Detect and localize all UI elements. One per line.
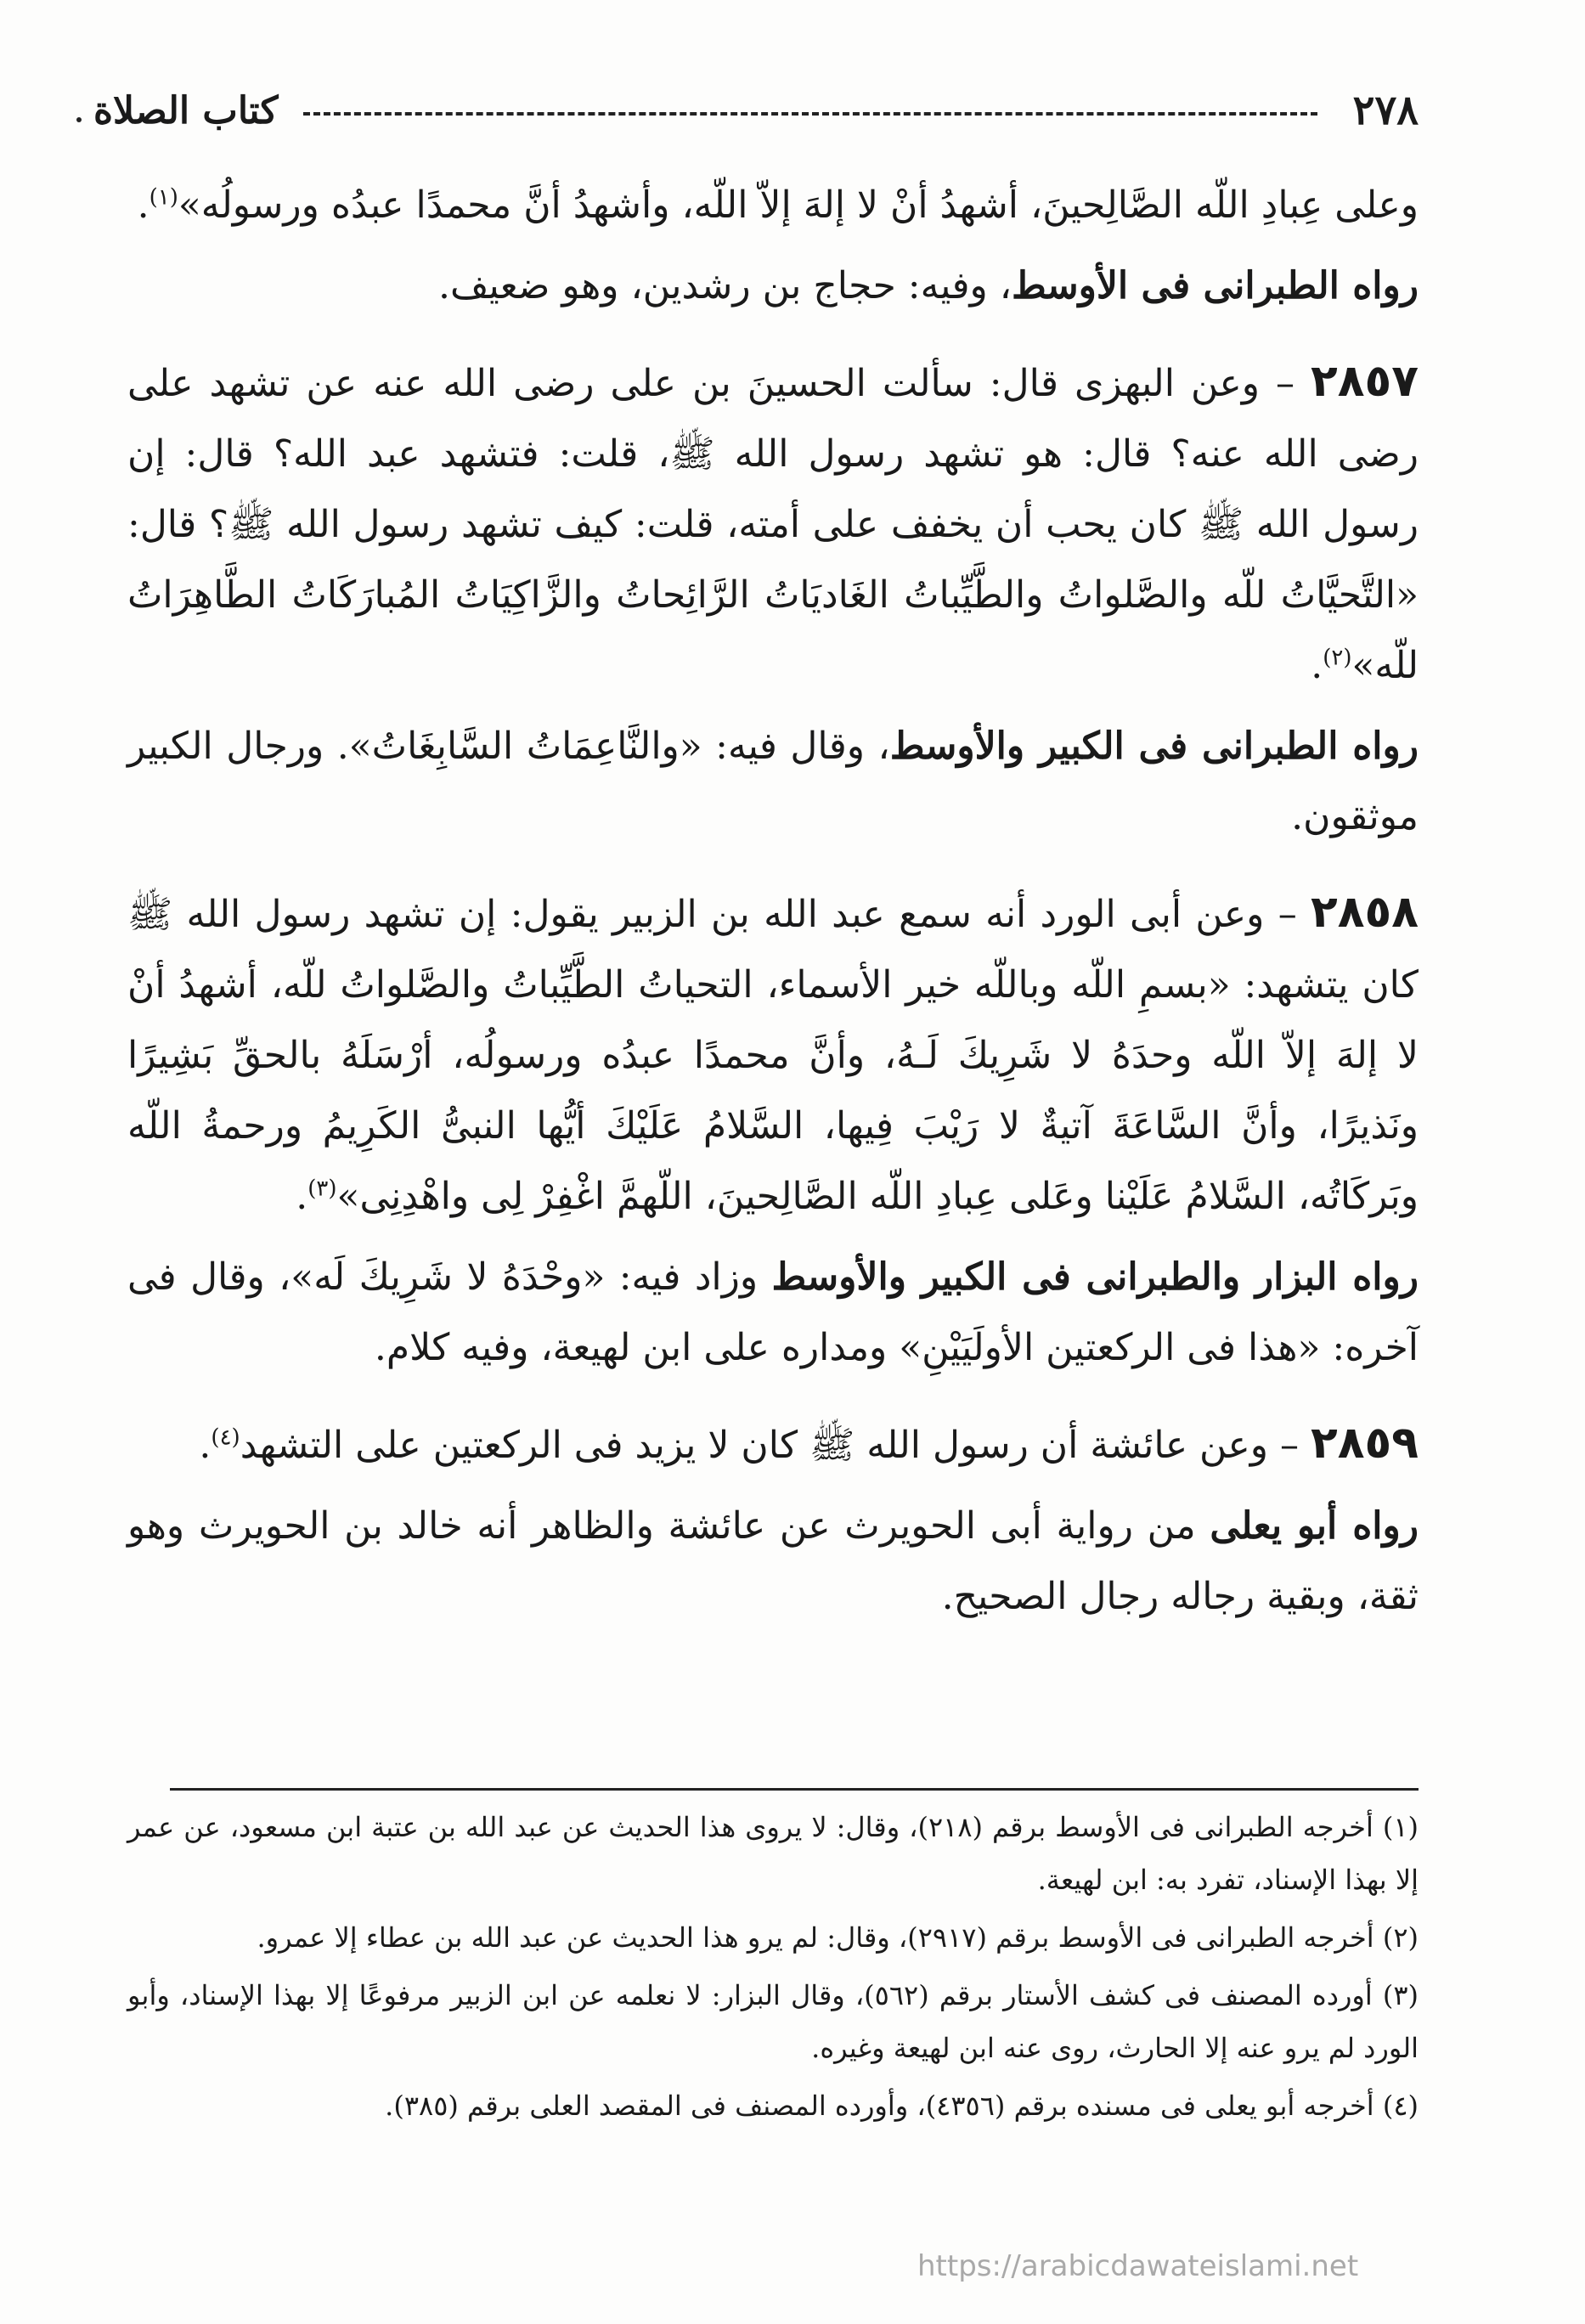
source-attribution: رواه الطبرانى فى الأوسط	[1011, 264, 1419, 307]
footnote: (١) أخرجه الطبرانى فى الأوسط برقم (٢١٨)، وقال: لا يروى هذا الحديث عن عبد الله بن عتبة ابن مسعود، عن عمر إلا بهذا الإسناد، تفرد به: ابن لهيعة.	[127, 1811, 1419, 1896]
source-attribution: رواه البزار والطبرانى فى الكبير والأوسط	[771, 1255, 1419, 1299]
paragraph	[127, 251, 1419, 321]
paragraph-text: وزاد فيه: «وحْدَهُ لا شَرِيكَ لَه»، وقال فى آخره: «هذا فى الركعتين الأولَيَيْنِ» ومداره على ابن لهيعة، وفيه كلام.	[127, 1255, 1419, 1369]
paragraph-end: .	[1311, 644, 1323, 687]
header-dashed-rule	[303, 112, 1317, 116]
footnote-ref: (١)	[149, 184, 178, 211]
paragraph-text: من رواية أبى الحويرث عن عائشة والظاهر أنه خالد بن الحويرث وهو ثقة، وبقية رجاله رجال الصحيح.	[127, 1504, 1419, 1618]
source-attribution: رواه أبو يعلى	[1210, 1504, 1419, 1548]
hadith-paragraph	[127, 877, 1419, 1232]
footnote-ref: (٣)	[307, 1176, 337, 1202]
header-dot	[76, 117, 82, 122]
paragraph-text: ، وقال فيه: «والنَّاعِمَاتُ السَّابِغَاتُ». ورجال الكبير موثقون.	[127, 725, 1419, 838]
footnote-ref: (٤)	[211, 1424, 240, 1451]
paragraph-end: .	[199, 1424, 212, 1467]
main-text	[127, 170, 1419, 1642]
footnote-ref: (٢)	[1323, 645, 1352, 671]
footnotes	[127, 1801, 1419, 2137]
running-header	[93, 85, 1419, 136]
hadith-paragraph	[127, 347, 1419, 701]
source-attribution: رواه الطبرانى فى الكبير والأوسط	[889, 725, 1419, 768]
paragraph	[127, 170, 1419, 240]
paragraph-end: .	[296, 1175, 308, 1218]
paragraph	[127, 711, 1419, 852]
paragraph	[127, 1242, 1419, 1383]
footnote: (٢) أخرجه الطبرانى فى الأوسط برقم (٢٩١٧)، وقال: لم يرو هذا الحديث عن عبد الله بن عطاء إلا عمرو.	[257, 1921, 1419, 1954]
hadith-number: ٢٨٥٨	[1311, 887, 1419, 938]
book-title: كتاب الصلاة	[93, 88, 279, 133]
footnote-divider	[170, 1788, 1419, 1791]
hadith-number: ٢٨٥٧	[1311, 356, 1419, 407]
paragraph-text: – وعن البهزى قال: سألت الحسينَ بن على رضى الله عنه عن تشهد على رضى الله عنه؟ قال: هو تشهد رسول الله ﷺ، قلت: فتشهد عبد الله؟ قال: إن رسول الله ﷺ كان يحب أن يخفف على أمته، قلت: كيف تشهد رسول الله ﷺ؟ قال: «التَّحيَّاتُ للّه والصَّلواتُ والطَّيِّباتُ الغَاديَاتُ الرَّائِحاتُ والزَّاكِيَاتُ المُبارَكَاتُ الطَّاهِرَاتُ للّه»	[127, 362, 1419, 687]
paragraph-end: .	[137, 183, 149, 227]
hadith-number: ٢٨٥٩	[1311, 1418, 1419, 1469]
page-number: ٢٧٨	[1352, 87, 1419, 134]
hadith-paragraph	[127, 1408, 1419, 1481]
paragraph-text: – وعن أبى الورد أنه سمع عبد الله بن الزبير يقول: إن تشهد رسول الله ﷺ كان يتشهد: «بسمِ اللّه وباللّه خير الأسماء، التحياتُ الطَّيِّباتُ والصَّلواتُ للّه، أشهدُ أنْ لا إلهَ إلاّ اللّه وحدَهُ لا شَرِيكَ لَـهُ، وأنَّ محمدًا عبدُه ورسولُه، أرْسَلَهُ بالحقِّ بَشِيرًا ونَذيرًا، وأنَّ السَّاعَةَ آتيةٌ لا رَيْبَ فِيها، السَّلامُ عَلَيْكَ أيُّها النبىُّ الكَرِيمُ ورحمةُ اللّه وبَركَاتُه، السَّلامُ عَلَيْنا وعَلى عِبادِ اللّه الصَّالِحينَ، اللّهمَّ اغْفِرْ لِى واهْدِنِى»	[127, 893, 1419, 1218]
footnote: (٤) أخرجه أبو يعلى فى مسنده برقم (٤٣٥٦)، وأورده المصنف فى المقصد العلى برقم (٣٨٥).	[385, 2090, 1419, 2122]
paragraph-text: وعلى عِبادِ اللّه الصَّالِحينَ، أشهدُ أنْ لا إلهَ إلاّ اللّه، وأشهدُ أنَّ محمدًا عبدُه ورسولُه»	[178, 183, 1419, 227]
paragraph-text: ، وفيه: حجاج بن رشدين، وهو ضعيف.	[437, 264, 1012, 307]
paragraph	[127, 1491, 1419, 1632]
footnote: (٣) أورده المصنف فى كشف الأستار برقم (٥٦٢)، وقال البزار: لا نعلمه عن ابن الزبير مرفوعًا إلا بهذا الإسناد، وأبو الورد لم يرو عنه إلا الحارث، روى عنه ابن لهيعة وغيره.	[127, 1979, 1419, 2064]
watermark-url: https://arabicdawateislami.net	[917, 2249, 1359, 2283]
paragraph-text: – وعن عائشة أن رسول الله ﷺ كان لا يزيد فى الركعتين على التشهد	[240, 1424, 1300, 1467]
